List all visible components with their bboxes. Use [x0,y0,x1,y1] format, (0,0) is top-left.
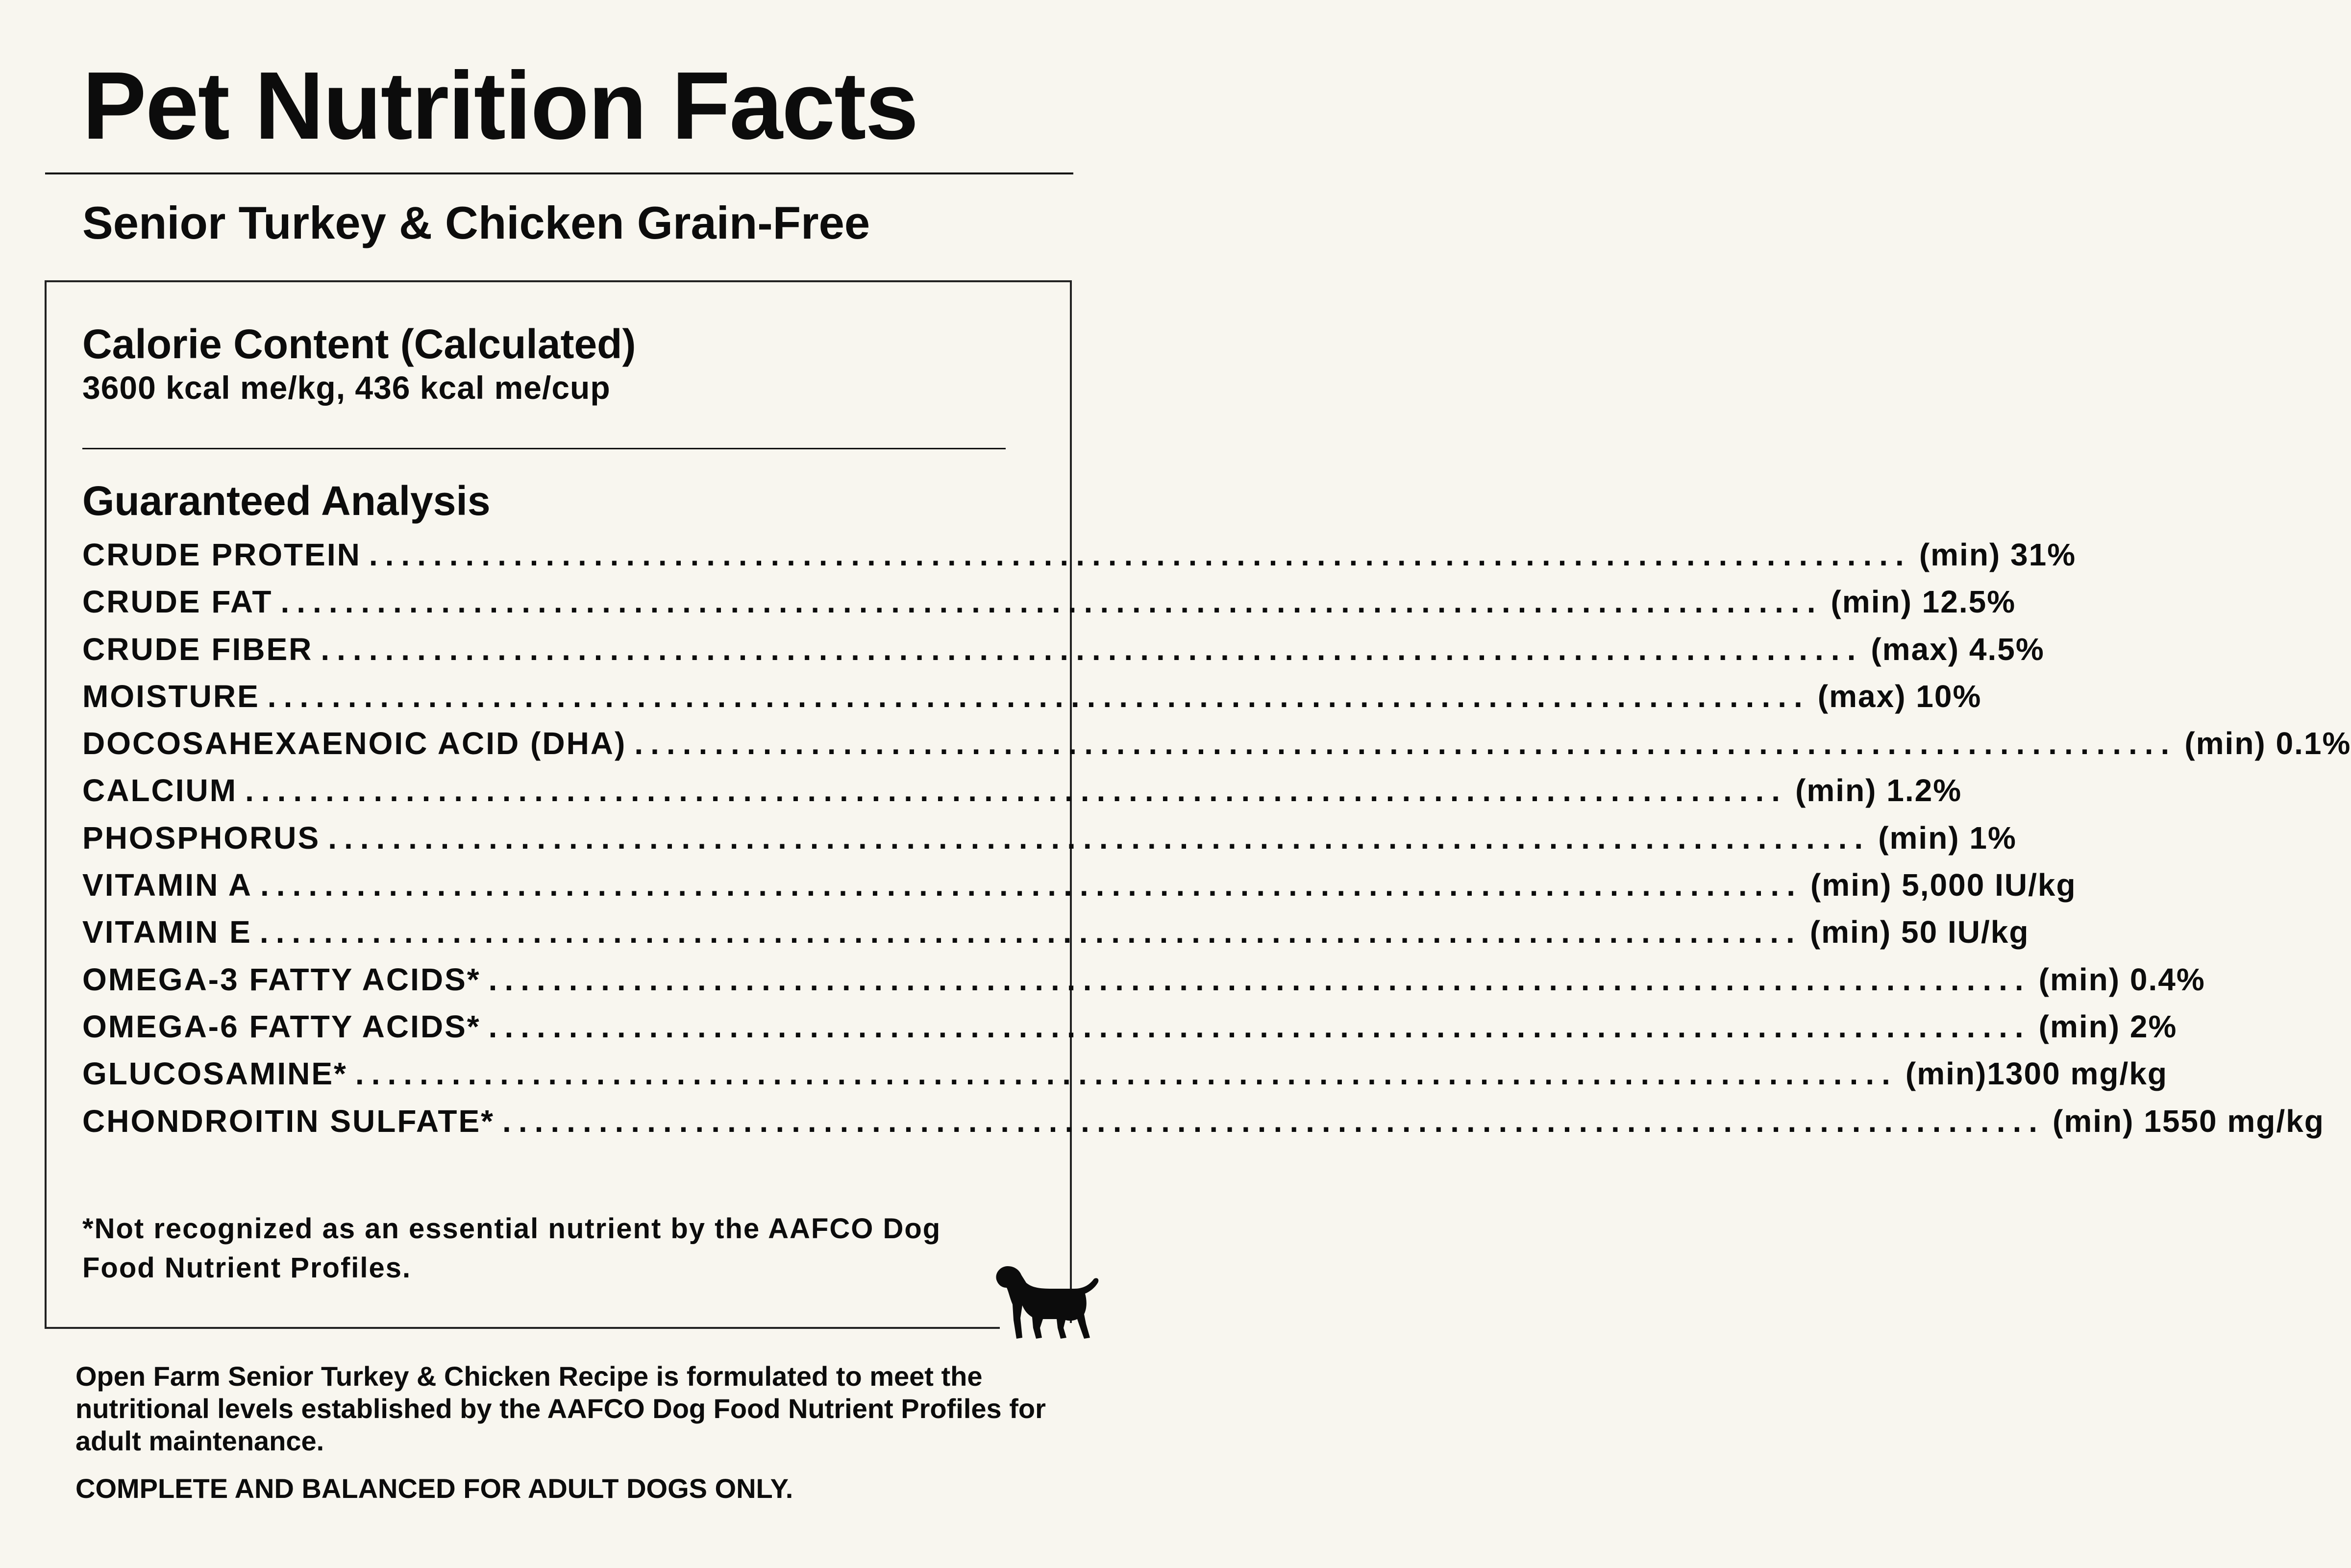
nutrient-name: CRUDE FIBER [82,631,313,667]
complete-and-balanced-statement: COMPLETE AND BALANCED FOR ADULT DOGS ONLY. [75,1473,793,1504]
nutrient-name: CRUDE FAT [82,584,273,620]
analysis-row [82,961,2205,1011]
analysis-row [82,726,2351,775]
nutrient-amount: (max) 4.5% [1871,631,2045,667]
nutrient-amount: (min) 1% [1878,820,2017,856]
nutrient-name: OMEGA-3 FATTY ACIDS* [82,961,481,997]
dot-leader: ................................................................................................ [280,584,1823,620]
dot-leader: ................................................................................................ [328,820,1871,856]
dot-leader: ................................................................................................ [259,914,1802,950]
calorie-content-values: 3600 kcal me/kg, 436 kcal me/cup [82,369,611,406]
analysis-row [82,867,2077,916]
analysis-row [82,631,2045,681]
nutrient-name: CALCIUM [82,773,238,808]
analysis-row [82,1008,2178,1058]
aafco-footnote: *Not recognized as an essential nutrient by the AAFCO Dog Food Nutrient Profiles. [82,1213,941,1284]
nutrient-name: VITAMIN A [82,867,252,903]
analysis-row [82,1056,2168,1105]
nutrient-name: GLUCOSAMINE* [82,1056,347,1092]
dot-leader: ................................................................................................ [321,631,1863,667]
nutrient-name: DOCOSAHEXAENOIC ACID (DHA) [82,726,627,761]
nutrient-amount: (min) 31% [1919,537,2077,572]
formulation-statement: Open Farm Senior Turkey & Chicken Recipe is formulated to meet the nutritional levels established by the AAFCO Dog Food Nutrient Profiles for adult maintenance. [75,1361,1046,1456]
dot-leader: ................................................................................................ [488,961,2031,997]
nutrient-name: VITAMIN E [82,914,252,950]
nutrient-name: MOISTURE [82,678,260,714]
nutrient-name: OMEGA-6 FATTY ACIDS* [82,1008,481,1044]
dot-leader: ................................................................................................ [488,1008,2031,1044]
dot-leader: ................................................................................................ [634,726,2177,761]
nutrient-name: PHOSPHORUS [82,820,321,856]
nutrient-amount: (min) 5,000 IU/kg [1810,867,2077,903]
nutrient-amount: (min) 1.2% [1795,773,1962,808]
product-name: Senior Turkey & Chicken Grain-Free [82,197,870,248]
analysis-row [82,914,2029,963]
title-divider [45,172,1073,174]
dot-leader: ................................................................................................ [260,867,1803,903]
analysis-row [82,678,1982,728]
analysis-row [82,773,1962,822]
analysis-row [82,1103,2325,1152]
dog-silhouette-icon [985,1259,1103,1348]
dot-leader: ................................................................................................ [267,678,1810,714]
nutrient-name: CHONDROITIN SULFATE* [82,1103,495,1139]
analysis-row [82,537,2077,586]
nutrient-amount: (min)1300 mg/kg [1905,1056,2168,1092]
section-divider [82,448,1006,449]
dot-leader: ................................................................................................ [355,1056,1898,1092]
nutrient-amount: (min) 2% [2038,1008,2178,1044]
guaranteed-analysis-list [82,537,2351,1152]
nutrient-amount: (max) 10% [1817,678,1982,714]
nutrient-name: CRUDE PROTEIN [82,537,361,572]
nutrient-amount: (min) 0.1% [2184,726,2351,761]
guaranteed-analysis-heading: Guaranteed Analysis [82,478,491,524]
nutrient-amount: (min) 1550 mg/kg [2053,1103,2325,1139]
dot-leader: ................................................................................................ [245,773,1788,808]
dot-leader: ................................................................................................ [369,537,1911,572]
nutrient-amount: (min) 50 IU/kg [1809,914,2029,950]
dot-leader: ................................................................................................ [502,1103,2045,1139]
nutrient-amount: (min) 0.4% [2038,961,2205,997]
analysis-row [82,820,2017,869]
page-title: Pet Nutrition Facts [82,52,918,159]
nutrient-amount: (min) 12.5% [1831,584,2016,620]
analysis-row [82,584,2016,633]
calorie-content-heading: Calorie Content (Calculated) [82,321,636,367]
